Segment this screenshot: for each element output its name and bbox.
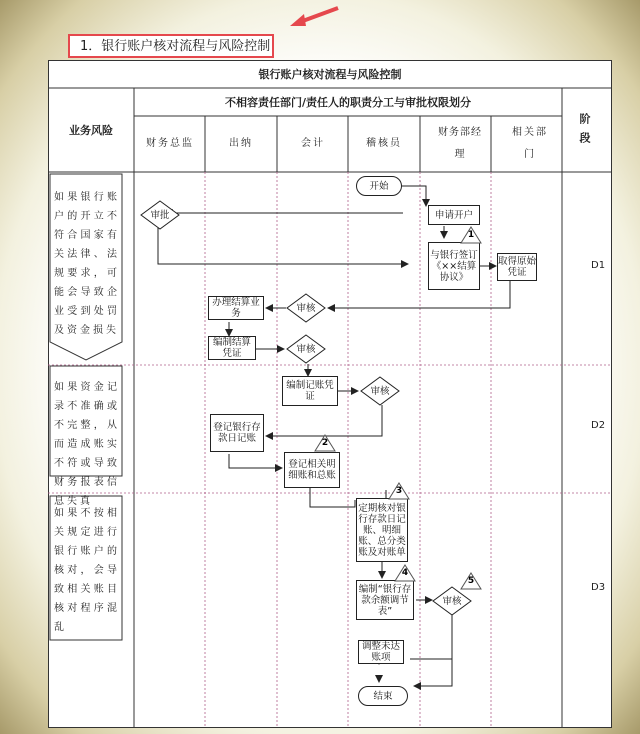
node-review3-label: 审核 [370,385,390,397]
column-header-finance-manager-visible: 财务部经理 [438,127,482,160]
node-review2-label: 审核 [296,343,316,355]
business-risk-header: 业务风险 [69,124,113,137]
node-review1-label: 审核 [296,302,316,314]
column-header-accountant: 会计 [301,138,325,149]
risk-marker-3-label: 3 [395,486,403,496]
risk-text-1: 如果银行账户的开立不符合国家有关法律、法规要求，可能会导致企业受到处罚及资金损失 [54,192,120,336]
node-review4-label: 审核 [442,595,462,607]
division-header: 不相容责任部门/责任人的职责分工与审批权限划分 [224,96,472,109]
node-end: 结束 [358,686,408,706]
node-reconciliation-statement: 编制“银行存款余额调节表” [356,580,414,620]
node-make-settlement-voucher: 编制结算凭证 [208,336,256,360]
table-title: 银行账户核对流程与风险控制 [258,68,402,81]
node-sign-agreement: 与银行签订《××结算协议》 [428,242,480,290]
section-title: 1．银行账户核对流程与风险控制 [68,34,274,58]
node-apply-account: 申请开户 [428,205,480,225]
node-detail-ledger: 登记相关明细账和总账 [284,452,340,488]
risk-marker-4-label: 4 [401,568,409,578]
column-header-cfo: 财务总监 [146,138,194,149]
column-header-related-dept: 相关部门 [512,127,548,160]
risk-marker-2-label: 2 [321,438,329,448]
node-approve-label: 审批 [150,209,170,221]
risk-text-3: 如果不按相关规定进行银行账户的核对，会导致相关账目核对程序混乱 [54,508,120,633]
node-handle-settlement: 办理结算业务 [208,296,264,320]
flowchart-table [48,60,612,728]
risk-marker-5-label: 5 [467,576,475,586]
stage-label-d3: D3 [591,582,606,593]
node-regular-check: 定期核对银行存款日记账、明细账、总分类账及对账单 [356,498,408,562]
node-make-record-voucher: 编制记账凭证 [282,376,338,406]
node-adjust-items: 调整未达账项 [358,640,404,664]
column-header-cashier: 出纳 [229,138,253,149]
node-start: 开始 [356,176,402,196]
pointer-arrow-icon [286,4,340,28]
stage-label-d1: D1 [591,260,606,271]
column-header-auditor: 稽核员 [366,138,402,149]
node-obtain-voucher: 取得原始凭证 [497,253,537,281]
node-deposit-journal: 登记银行存款日记账 [210,414,264,452]
risk-text-2: 如果资金记录不准确或不完整，从而造成账实不符或导致财务报表信息失真 [54,382,120,507]
stage-label-d2: D2 [591,420,606,431]
stage-header: 阶段 [578,113,591,151]
risk-marker-1-label: 1 [467,230,475,240]
